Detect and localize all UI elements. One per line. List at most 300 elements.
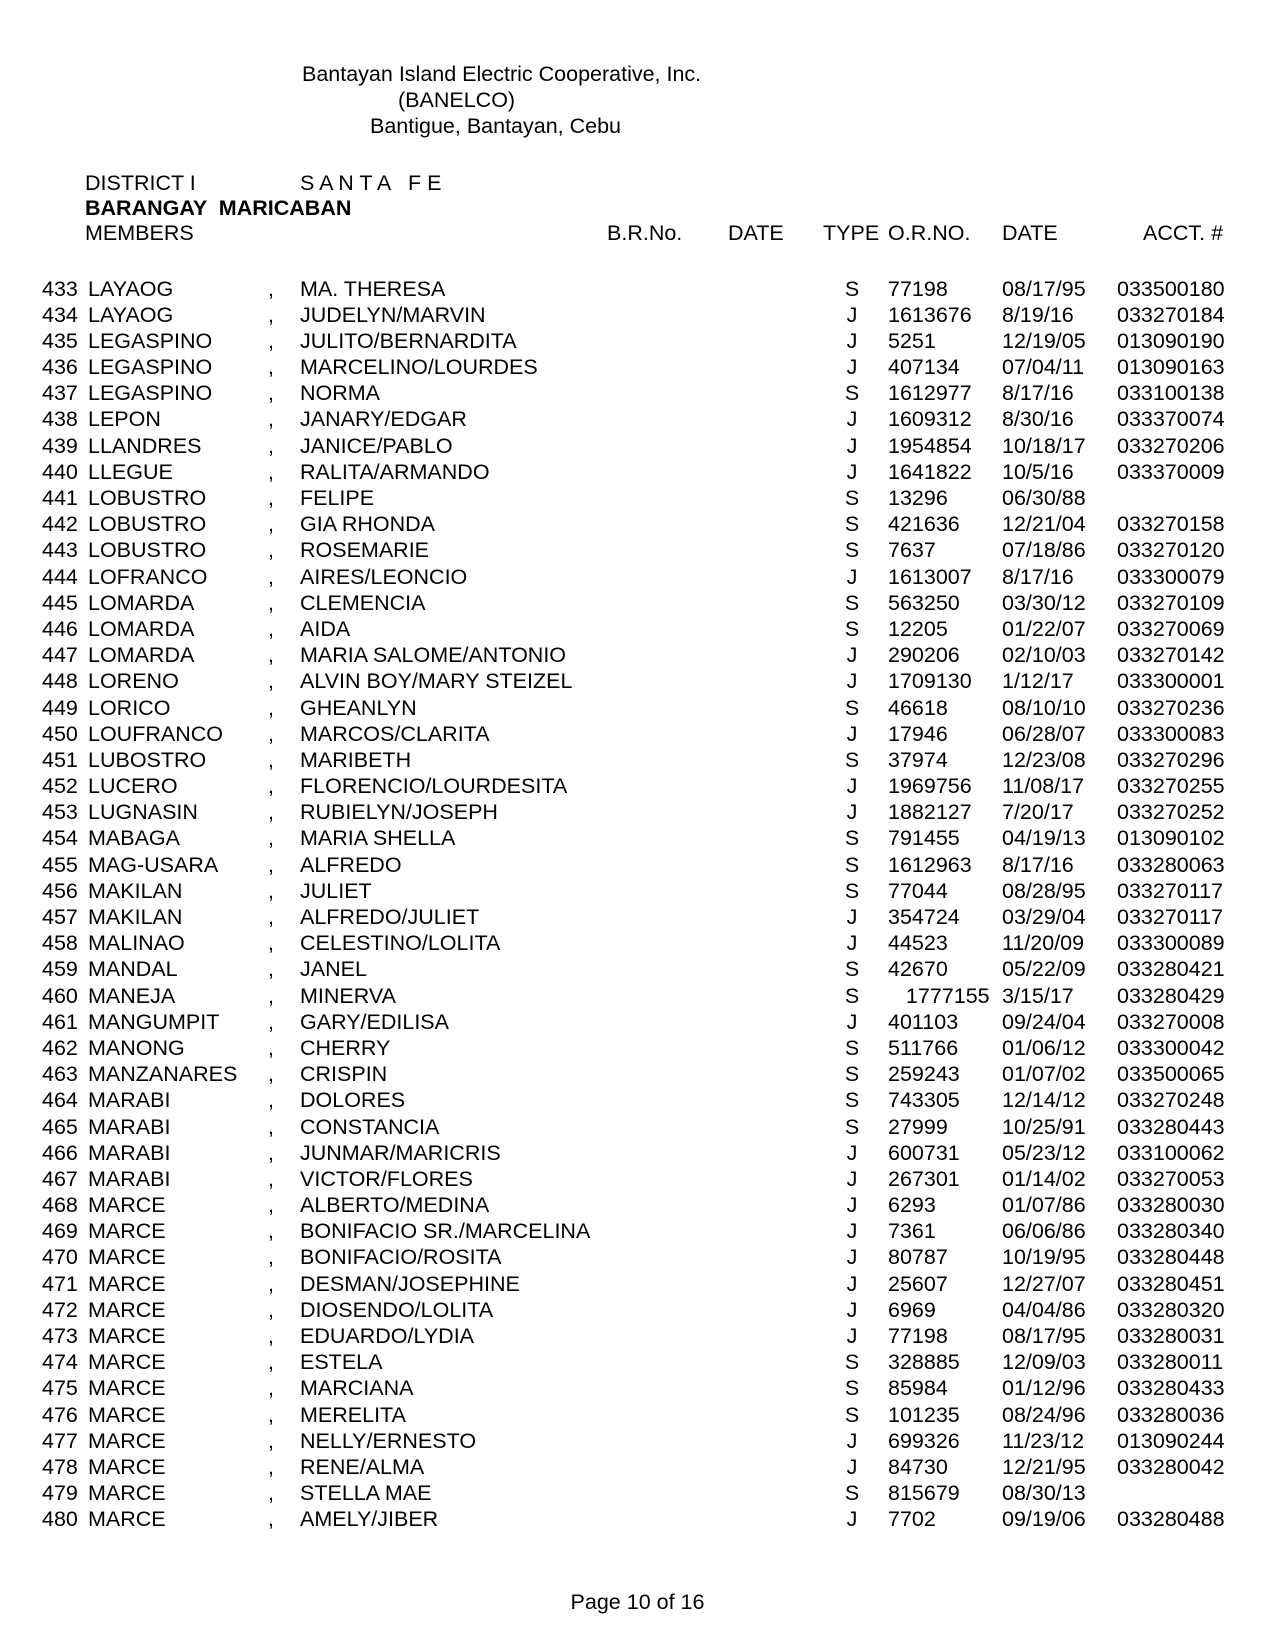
or-date: 05/23/12 [1002, 1140, 1086, 1165]
membership-type: J [846, 355, 858, 380]
account-number: 033500180 [1117, 276, 1225, 301]
or-number: 1641822 [888, 459, 972, 484]
membership-type: S [844, 538, 860, 563]
member-lastname: MARCE [88, 1219, 166, 1244]
table-row [0, 433, 1275, 459]
or-date: 12/19/05 [1002, 328, 1086, 353]
member-firstname: GIA RHONDA [300, 512, 435, 537]
name-separator: , [268, 1402, 274, 1427]
account-number: 033300089 [1117, 931, 1225, 956]
member-number: 480 [42, 1507, 78, 1532]
member-firstname: MA. THERESA [300, 276, 446, 301]
membership-type: J [846, 564, 858, 589]
member-lastname: MALINAO [88, 931, 185, 956]
or-date: 12/09/03 [1002, 1350, 1086, 1375]
member-firstname: ALFREDO [300, 852, 402, 877]
table-row [0, 485, 1275, 511]
table-row [0, 930, 1275, 956]
account-number: 033300001 [1117, 669, 1225, 694]
name-separator: , [268, 1114, 274, 1139]
member-lastname: LOFRANCO [88, 564, 208, 589]
or-number: 46618 [888, 695, 948, 720]
member-lastname: LAYAOG [88, 276, 174, 301]
member-number: 452 [42, 774, 78, 799]
member-firstname: RALITA/ARMANDO [300, 459, 490, 484]
account-number: 033280042 [1117, 1454, 1225, 1479]
member-lastname: LAYAOG [88, 302, 174, 327]
member-firstname: ALFREDO/JULIET [300, 905, 480, 929]
or-date: 01/12/96 [1002, 1376, 1086, 1401]
or-number: 421636 [888, 512, 960, 537]
table-row [0, 1087, 1275, 1113]
table-row [0, 1244, 1275, 1270]
district-label: DISTRICT I [85, 171, 196, 195]
or-number: 1777155 [888, 983, 990, 1008]
or-date: 08/24/96 [1002, 1402, 1086, 1427]
table-row [0, 825, 1275, 851]
membership-type: S [844, 852, 860, 877]
name-separator: , [268, 1428, 274, 1453]
or-date: 04/19/13 [1002, 826, 1086, 851]
member-lastname: MANGUMPIT [88, 1009, 220, 1034]
name-separator: , [268, 1140, 274, 1165]
table-row [0, 1192, 1275, 1218]
name-separator: , [268, 1376, 274, 1401]
membership-type: S [844, 1035, 860, 1060]
column-header-br-date: DATE [728, 221, 784, 245]
page-footer: Page 10 of 16 [570, 1590, 705, 1614]
member-firstname: AIRES/LEONCIO [300, 564, 468, 589]
org-acronym: (BANELCO) [398, 88, 516, 112]
member-lastname: LLEGUE [88, 459, 173, 484]
table-row [0, 799, 1275, 825]
or-date: 8/17/16 [1002, 564, 1074, 589]
table-row [0, 1271, 1275, 1297]
table-row [0, 590, 1275, 616]
column-header-acct: ACCT. # [1143, 221, 1224, 245]
or-number: 407134 [888, 355, 960, 380]
or-date: 10/19/95 [1002, 1245, 1086, 1270]
member-lastname: MARABI [88, 1088, 171, 1113]
membership-type: J [846, 931, 858, 956]
barangay-title: BARANGAY MARICABAN [85, 196, 352, 220]
member-lastname: LEPON [88, 407, 161, 432]
member-number: 447 [42, 643, 78, 668]
or-number: 84730 [888, 1454, 948, 1479]
table-row [0, 1375, 1275, 1401]
member-number: 458 [42, 931, 78, 956]
account-number: 033280448 [1117, 1245, 1225, 1270]
member-lastname: MARCE [88, 1193, 166, 1218]
member-number: 448 [42, 669, 78, 694]
membership-type: S [844, 1062, 860, 1087]
member-number: 471 [42, 1271, 78, 1296]
or-date: 06/28/07 [1002, 721, 1086, 746]
table-row [0, 276, 1275, 302]
table-row [0, 1480, 1275, 1506]
membership-type: J [846, 1297, 858, 1322]
member-lastname: MARABI [88, 1140, 171, 1165]
membership-type: S [844, 747, 860, 772]
or-number: 6293 [888, 1193, 936, 1218]
membership-type: J [846, 774, 858, 799]
name-separator: , [268, 669, 274, 694]
or-date: 1/12/17 [1002, 669, 1074, 694]
or-date: 06/06/86 [1002, 1219, 1086, 1244]
name-separator: , [268, 1088, 274, 1113]
or-date: 12/21/04 [1002, 512, 1086, 537]
account-number: 033280421 [1117, 957, 1225, 982]
membership-type: S [844, 486, 860, 510]
account-number: 033280451 [1117, 1271, 1225, 1296]
or-date: 09/19/06 [1002, 1507, 1086, 1532]
or-date: 11/08/17 [1002, 774, 1085, 799]
member-number: 470 [42, 1245, 78, 1270]
table-row [0, 1402, 1275, 1428]
table-row [0, 537, 1275, 563]
membership-type: J [846, 1193, 858, 1218]
member-firstname: JULITO/BERNARDITA [300, 328, 517, 353]
name-separator: , [268, 1297, 274, 1322]
table-row [0, 354, 1275, 380]
name-separator: , [268, 433, 274, 458]
member-firstname: STELLA MAE [300, 1481, 432, 1506]
or-number: 563250 [888, 590, 960, 615]
member-firstname: CHERRY [300, 1035, 391, 1060]
membership-type: J [846, 302, 858, 327]
member-number: 455 [42, 852, 78, 877]
or-date: 01/14/02 [1002, 1166, 1086, 1191]
member-firstname: DOLORES [300, 1088, 406, 1113]
or-number: 259243 [888, 1062, 960, 1087]
name-separator: , [268, 721, 274, 746]
or-number: 6969 [888, 1297, 936, 1322]
membership-type: S [844, 1402, 860, 1427]
or-date: 10/18/17 [1002, 433, 1086, 458]
name-separator: , [268, 486, 274, 510]
or-number: 77198 [888, 276, 948, 301]
name-separator: , [268, 931, 274, 956]
member-number: 439 [42, 433, 78, 458]
or-date: 8/17/16 [1002, 381, 1074, 406]
account-number: 033270184 [1117, 302, 1225, 327]
member-number: 464 [42, 1088, 78, 1113]
membership-type: J [846, 1166, 858, 1191]
membership-type: S [844, 1350, 860, 1375]
member-number: 479 [42, 1481, 78, 1506]
member-firstname: ROSEMARIE [300, 538, 430, 563]
or-date: 12/23/08 [1002, 747, 1086, 772]
or-number: 1613676 [888, 302, 972, 327]
member-number: 456 [42, 878, 78, 903]
member-lastname: LOMARDA [88, 590, 195, 615]
name-separator: , [268, 590, 274, 615]
name-separator: , [268, 302, 274, 327]
member-lastname: LOBUSTRO [88, 486, 207, 510]
member-number: 468 [42, 1193, 78, 1218]
table-row [0, 904, 1275, 930]
member-lastname: LOMARDA [88, 643, 195, 668]
member-number: 434 [42, 302, 78, 327]
table-row [0, 1035, 1275, 1061]
member-lastname: MANDAL [88, 957, 178, 982]
member-number: 440 [42, 459, 78, 484]
member-firstname: DIOSENDO/LOLITA [300, 1297, 494, 1322]
member-lastname: LUBOSTRO [88, 747, 207, 772]
or-date: 8/19/16 [1002, 302, 1074, 327]
member-lastname: LOBUSTRO [88, 538, 207, 563]
member-firstname: RUBIELYN/JOSEPH [300, 800, 498, 825]
or-number: 354724 [888, 905, 960, 929]
column-header-members: MEMBERS [85, 221, 194, 245]
or-date: 3/15/17 [1002, 983, 1074, 1008]
membership-type: S [844, 1376, 860, 1401]
member-firstname: MARCELINO/LOURDES [300, 355, 538, 380]
or-number: 401103 [888, 1009, 959, 1034]
member-number: 445 [42, 590, 78, 615]
member-firstname: BONIFACIO/ROSITA [300, 1245, 502, 1270]
member-number: 472 [42, 1297, 78, 1322]
name-separator: , [268, 276, 274, 301]
or-date: 07/18/86 [1002, 538, 1086, 563]
account-number: 033270255 [1117, 774, 1225, 799]
member-lastname: MARCE [88, 1350, 166, 1375]
member-firstname: DESMAN/JOSEPHINE [300, 1271, 520, 1296]
or-date: 08/30/13 [1002, 1481, 1086, 1506]
or-date: 8/17/16 [1002, 852, 1074, 877]
membership-type: J [846, 643, 858, 668]
account-number: 033280488 [1117, 1507, 1225, 1532]
member-firstname: JULIET [300, 878, 372, 903]
member-firstname: ALBERTO/MEDINA [300, 1193, 490, 1218]
or-number: 600731 [888, 1140, 960, 1165]
member-lastname: LLANDRES [88, 433, 202, 458]
member-number: 477 [42, 1428, 78, 1453]
table-row [0, 1297, 1275, 1323]
district-value: S A N T A F E [300, 171, 442, 195]
column-header-br-no: B.R.No. [607, 221, 683, 245]
member-firstname: MARIA SHELLA [300, 826, 456, 851]
account-number: 033270142 [1117, 643, 1225, 668]
account-number: 033270117 [1117, 905, 1224, 929]
or-number: 5251 [888, 328, 936, 353]
or-date: 07/04/11 [1002, 355, 1085, 380]
or-date: 03/29/04 [1002, 905, 1086, 929]
membership-type: S [844, 1481, 860, 1506]
or-number: 85984 [888, 1376, 948, 1401]
member-firstname: BONIFACIO SR./MARCELINA [300, 1219, 591, 1244]
or-number: 511766 [888, 1035, 959, 1060]
or-number: 7702 [888, 1507, 936, 1532]
membership-type: J [846, 328, 858, 353]
table-row [0, 511, 1275, 537]
account-number: 033270109 [1117, 590, 1225, 615]
account-number: 033500065 [1117, 1062, 1225, 1087]
member-number: 474 [42, 1350, 78, 1375]
or-number: 7361 [888, 1219, 936, 1244]
member-number: 446 [42, 616, 78, 641]
or-date: 01/07/02 [1002, 1062, 1086, 1087]
or-date: 01/06/12 [1002, 1035, 1086, 1060]
membership-type: J [846, 800, 858, 825]
or-number: 27999 [888, 1114, 948, 1139]
member-number: 449 [42, 695, 78, 720]
name-separator: , [268, 381, 274, 406]
or-number: 1882127 [888, 800, 972, 825]
member-number: 433 [42, 276, 78, 301]
account-number: 033270069 [1117, 616, 1225, 641]
account-number: 033100138 [1117, 381, 1225, 406]
or-date: 8/30/16 [1002, 407, 1074, 432]
account-number: 033280433 [1117, 1376, 1225, 1401]
member-number: 441 [42, 486, 78, 510]
membership-type: S [844, 1088, 860, 1113]
or-number: 25607 [888, 1271, 948, 1296]
table-row [0, 406, 1275, 432]
name-separator: , [268, 459, 274, 484]
name-separator: , [268, 695, 274, 720]
name-separator: , [268, 1035, 274, 1060]
table-row [0, 747, 1275, 773]
membership-type: J [846, 669, 858, 694]
or-date: 12/21/95 [1002, 1454, 1086, 1479]
table-row [0, 852, 1275, 878]
name-separator: , [268, 643, 274, 668]
account-number: 033280443 [1117, 1114, 1225, 1139]
member-firstname: RENE/ALMA [300, 1454, 425, 1479]
or-number: 77044 [888, 878, 948, 903]
or-date: 09/24/04 [1002, 1009, 1086, 1034]
or-number: 328885 [888, 1350, 960, 1375]
or-date: 08/28/95 [1002, 878, 1086, 903]
member-number: 463 [42, 1062, 78, 1087]
member-number: 454 [42, 826, 78, 851]
column-header-or-no: O.R.NO. [888, 221, 971, 245]
member-firstname: CELESTINO/LOLITA [300, 931, 501, 956]
account-number: 033270053 [1117, 1166, 1225, 1191]
or-number: 1969756 [888, 774, 972, 799]
or-number: 12205 [888, 616, 948, 641]
name-separator: , [268, 328, 274, 353]
member-firstname: NELLY/ERNESTO [300, 1428, 477, 1453]
account-number: 033300079 [1117, 564, 1225, 589]
or-number: 77198 [888, 1324, 948, 1348]
member-number: 465 [42, 1114, 78, 1139]
name-separator: , [268, 512, 274, 537]
membership-type: S [844, 957, 860, 982]
membership-type: S [844, 826, 860, 851]
membership-type: S [844, 1114, 860, 1139]
member-number: 478 [42, 1454, 78, 1479]
table-row [0, 878, 1275, 904]
table-row [0, 1061, 1275, 1087]
or-date: 08/17/95 [1002, 276, 1086, 301]
member-firstname: MARCIANA [300, 1376, 414, 1401]
table-row [0, 1323, 1275, 1349]
membership-type: J [846, 459, 858, 484]
member-firstname: FELIPE [300, 486, 375, 510]
membership-type: J [846, 721, 858, 746]
member-firstname: FLORENCIO/LOURDESITA [300, 774, 568, 799]
member-firstname: AIDA [300, 616, 351, 641]
name-separator: , [268, 1219, 274, 1244]
member-number: 444 [42, 564, 78, 589]
or-number: 101235 [888, 1402, 960, 1427]
or-number: 44523 [888, 931, 948, 956]
member-firstname: JANEL [300, 957, 367, 982]
or-date: 7/20/17 [1002, 800, 1074, 825]
table-row [0, 668, 1275, 694]
account-number: 033370074 [1117, 407, 1225, 432]
member-firstname: ALVIN BOY/MARY STEIZEL [300, 669, 573, 694]
org-address: Bantigue, Bantayan, Cebu [370, 114, 622, 138]
member-number: 467 [42, 1166, 78, 1191]
or-date: 06/30/88 [1002, 486, 1086, 510]
or-number: 42670 [888, 957, 948, 982]
account-number: 033370009 [1117, 459, 1225, 484]
or-date: 12/27/07 [1002, 1271, 1086, 1296]
or-date: 03/30/12 [1002, 590, 1086, 615]
or-date: 08/10/10 [1002, 695, 1086, 720]
member-lastname: MARCE [88, 1507, 166, 1532]
name-separator: , [268, 1507, 274, 1532]
account-number: 033270117 [1117, 878, 1224, 903]
table-row [0, 380, 1275, 406]
membership-type: S [844, 616, 860, 641]
account-number: 013090163 [1117, 355, 1225, 380]
name-separator: , [268, 905, 274, 929]
or-date: 08/17/95 [1002, 1324, 1086, 1348]
membership-type: S [844, 276, 860, 301]
membership-type: J [846, 1271, 858, 1296]
name-separator: , [268, 800, 274, 825]
membership-type: J [846, 1324, 858, 1348]
name-separator: , [268, 1193, 274, 1218]
member-number: 473 [42, 1324, 78, 1348]
table-row [0, 1428, 1275, 1454]
account-number: 033270008 [1117, 1009, 1225, 1034]
or-number: 267301 [888, 1166, 960, 1191]
or-date: 04/04/86 [1002, 1297, 1086, 1322]
member-firstname: GARY/EDILISA [300, 1009, 449, 1034]
name-separator: , [268, 1166, 274, 1191]
name-separator: , [268, 878, 274, 903]
account-number: 033270248 [1117, 1088, 1225, 1113]
account-number: 033270236 [1117, 695, 1225, 720]
table-row [0, 1349, 1275, 1375]
or-number: 743305 [888, 1088, 960, 1113]
account-number: 033280036 [1117, 1402, 1225, 1427]
member-lastname: LOBUSTRO [88, 512, 207, 537]
member-lastname: MARCE [88, 1481, 166, 1506]
membership-type: S [844, 695, 860, 720]
account-number: 033100062 [1117, 1140, 1225, 1165]
or-date: 01/07/86 [1002, 1193, 1086, 1218]
member-lastname: MARCE [88, 1402, 166, 1427]
name-separator: , [268, 747, 274, 772]
table-row [0, 1009, 1275, 1035]
account-number: 033270120 [1117, 538, 1225, 563]
member-firstname: GHEANLYN [300, 695, 417, 720]
account-number: 033270206 [1117, 433, 1225, 458]
member-lastname: MAKILAN [88, 878, 183, 903]
member-firstname: MERELITA [300, 1402, 406, 1427]
member-firstname: MARIA SALOME/ANTONIO [300, 643, 567, 668]
or-number: 1612963 [888, 852, 972, 877]
table-row [0, 1506, 1275, 1532]
membership-type: J [846, 1507, 858, 1532]
member-lastname: LUGNASIN [88, 800, 198, 825]
